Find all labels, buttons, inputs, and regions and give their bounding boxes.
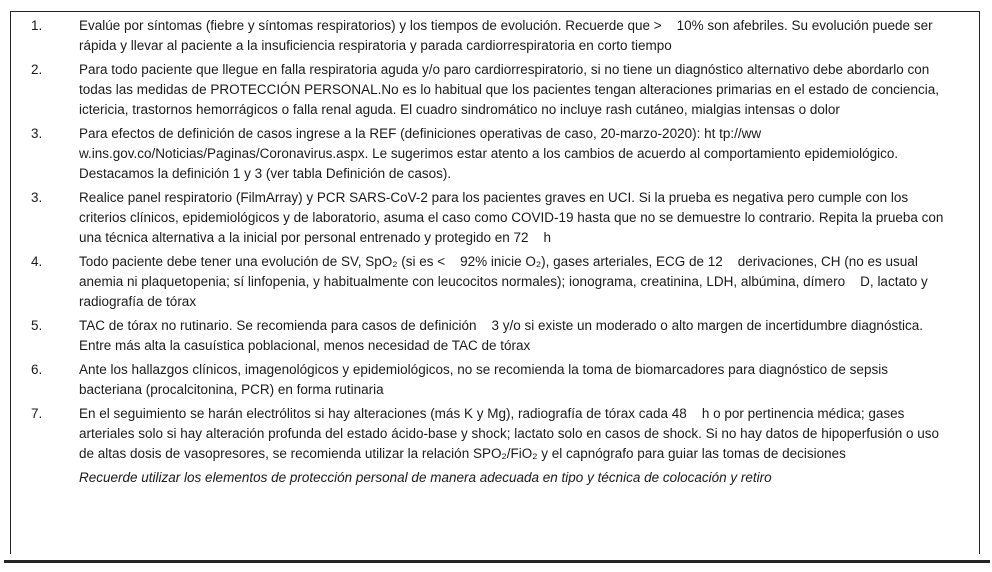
item-text: Ante los hallazgos clínicos, imagenológicos y epidemiológicos, no se recomienda la toma de biomarcadores para diagnóstico de sepsis bacteriana (procalcitonina, PCR) en forma rutinaria (79, 362, 892, 397)
protocol-table (10, 11, 980, 554)
item-text: En el seguimiento se harán electrólitos si hay alteraciones (más K y Mg), radiografía de tórax cada 48 h o por pertinencia médica; gases arteriales solo si hay alteración profunda del estado ácido-base y shock; lactato solo en casos de shock. Si no hay datos de hipoperfusión o uso de altas dosis de vasopresores, se recomienda utilizar la relación SPO₂/FiO₂ y el capnógrafo para guiar las tomas de decisiones (79, 406, 943, 461)
item-number: 7. (31, 406, 43, 421)
item-text: Evalúe por síntomas (fiebre y síntomas respiratorios) y los tiempos de evolución. Recuerde que > 10% son afebriles. Su evolución puede ser rápida y llevar al paciente a la insuficiencia respiratoria y parada cardiorrespiratoria en corto tiempo (79, 18, 937, 53)
list-item (11, 60, 953, 120)
list-item (11, 316, 953, 356)
list-item (11, 404, 953, 464)
item-number: 1. (31, 18, 43, 33)
item-number: 6. (31, 362, 43, 377)
list-item (11, 360, 953, 400)
footnote-text: Recuerde utilizar los elementos de protección personal de manera adecuada en tipo y técnica de colocación y retiro (79, 470, 772, 485)
item-list (11, 16, 953, 464)
item-text: Para todo paciente que llegue en falla respiratoria aguda y/o paro cardiorrespiratorio, si no tiene un diagnóstico alternativo debe abordarlo con todas las medidas de PROTECCIÓN PERSONAL.No es lo habitual que los pacientes tengan alteraciones primarias en el estado de conciencia, ictericia, trastornos hemorrágicos o falla renal aguda. El cuadro sindromático no incluye rash cutáneo, mialgias intensas o dolor (79, 62, 943, 117)
item-number: 5. (31, 318, 43, 333)
list-item (11, 188, 953, 248)
item-number: 3. (31, 126, 43, 141)
bottom-rule (4, 560, 990, 563)
footnote-row (11, 468, 953, 488)
item-number: 2. (31, 62, 43, 77)
item-text: TAC de tórax no rutinario. Se recomienda para casos de definición 3 y/o si existe un moderado o alto margen de incertidumbre diagnóstica. Entre más alta la casuística poblacional, menos necesidad de TAC de tórax (79, 318, 927, 353)
item-text: Todo paciente debe tener una evolución de SV, SpO₂ (si es < 92% inicie O₂), gases arteriales, ECG de 12 derivaciones, CH (no es usual anemia ni plaquetopenia; sí linfopenia, y habitualmente con leucocitos normales); ionograma, creatinina, LDH, albúmina, dímero D, lactato y radiografía de tórax (79, 254, 932, 309)
item-number: 3. (31, 190, 43, 205)
item-text: Para efectos de definición de casos ingrese a la REF (definiciones operativas de caso, 20-marzo-2020): ht tp://ww w.ins.gov.co/Noticias/Paginas/Coronavirus.aspx. Le sugerimos estar atento a los cambios de acuerdo al comportamiento epidemiológico. Destacamos la definición 1 y 3 (ver tabla Definición de casos). (79, 126, 902, 181)
list-item (11, 16, 953, 56)
list-item (11, 124, 953, 184)
item-text: Realice panel respiratorio (FilmArray) y PCR SARS-CoV-2 para los pacientes graves en UCI. Si la prueba es negativa pero cumple con los criterios clínicos, epidemiológicos y de laboratorio, asuma el caso como COVID-19 hasta que no se demuestre lo contrario. Repita la prueba con una técnica alternativa a la inicial por personal entrenado y protegido en 72 h (79, 190, 948, 245)
list-item (11, 252, 953, 312)
item-number: 4. (31, 254, 43, 269)
